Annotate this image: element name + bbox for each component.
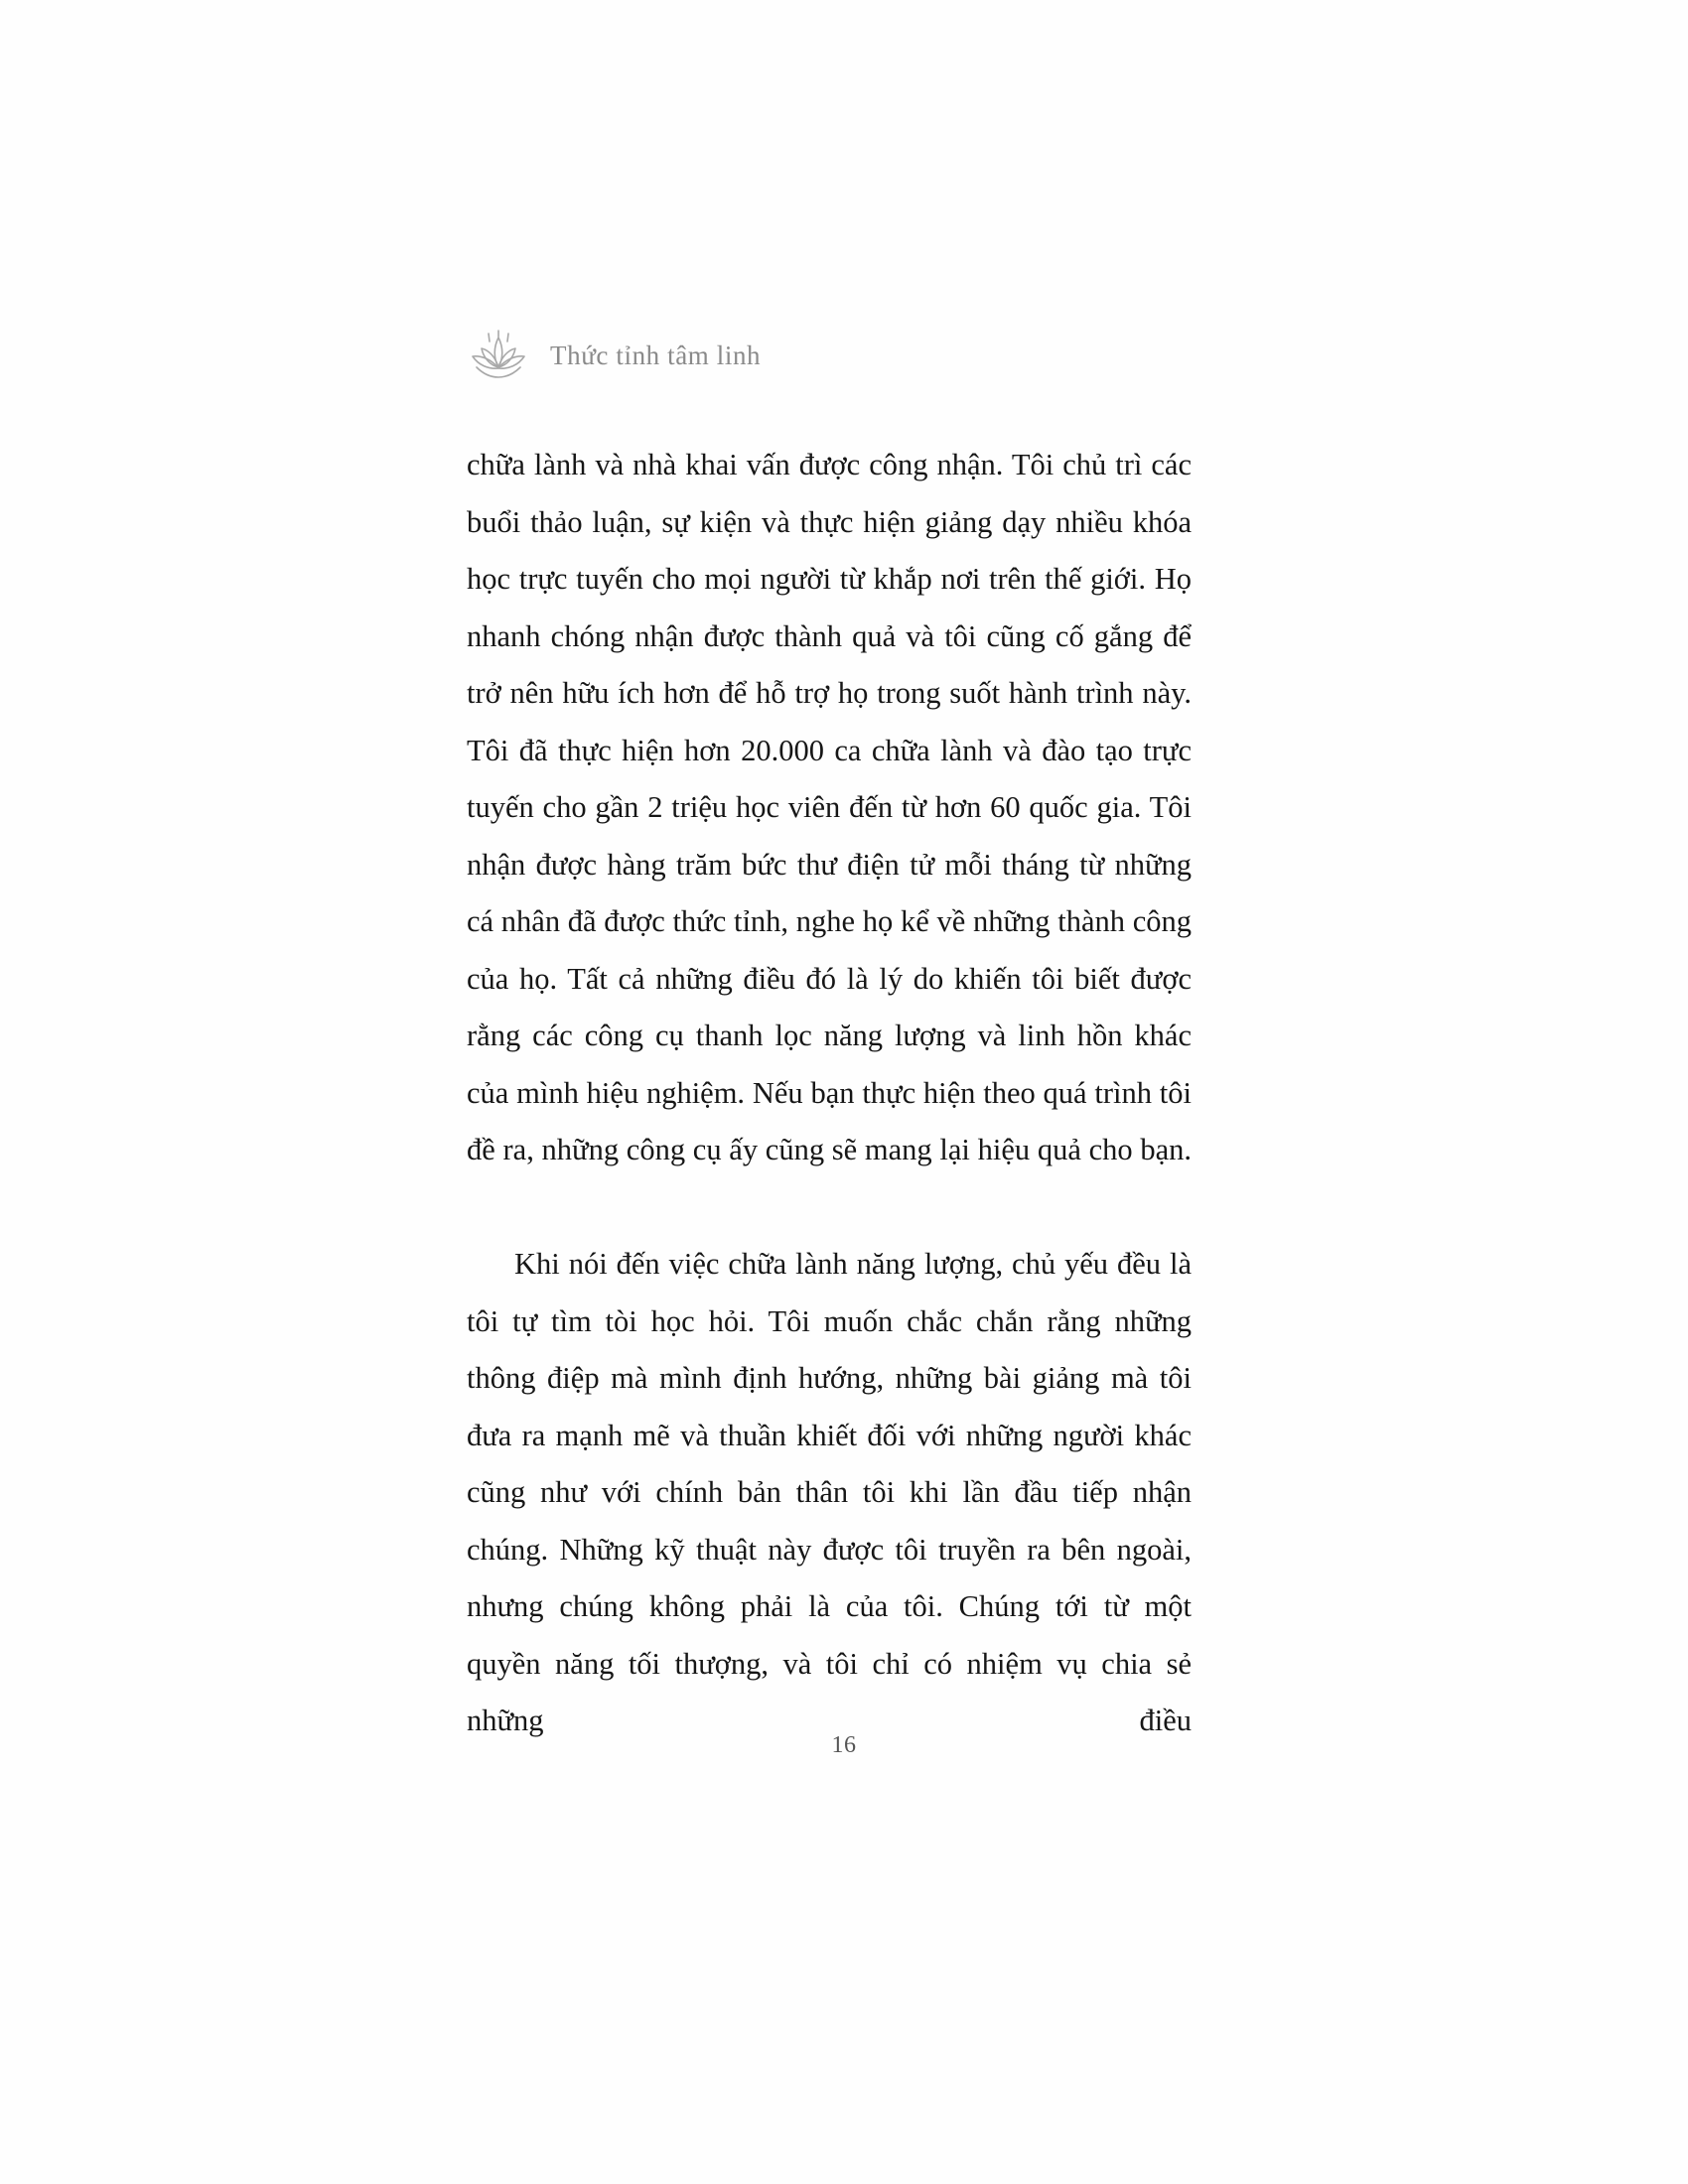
paragraph-1: chữa lành và nhà khai vấn được công nhận. Tôi chủ trì các buổi thảo luận, sự kiện và thực hiện giảng dạy nhiều khóa học trực tuyến cho mọi người từ khắp nơi trên thế giới. Họ nhanh chóng nhận được thành quả và tôi cũng cố gắng để trở nên hữu ích hơn để hỗ trợ họ trong suốt hành trình này. Tôi đã thực hiện hơn 20.000 ca chữa lành và đào tạo trực tuyến cho gần 2 triệu học viên đến từ hơn 60 quốc gia. Tôi nhận được hàng trăm bức thư điện tử mỗi tháng từ những cá nhân đã được thức tỉnh, nghe họ kể về những thành công của họ. Tất cả những điều đó là lý do khiến tôi biết được rằng các công cụ thanh lọc năng lượng và linh hồn khác của mình hiệu nghiệm. Nếu bạn thực hiện theo quá trình tôi đề ra, những công cụ ấy cũng sẽ mang lại hiệu quả cho bạn. xyxy=(467,448,1192,1166)
running-head xyxy=(467,328,761,383)
running-head-title: Thức tỉnh tâm linh xyxy=(550,340,762,370)
paragraph-2: Khi nói đến việc chữa lành năng lượng, chủ yếu đều là tôi tự tìm tòi học hỏi. Tôi muốn chắc chắn rằng những thông điệp mà mình định hướng, những bài giảng mà tôi đưa ra mạnh mẽ và thuần khiết đối với những người khác cũng như với chính bản thân tôi khi lần đầu tiếp nhận chúng. Những kỹ thuật này được tôi truyền ra bên ngoài, nhưng chúng không phải là của tôi. Chúng tới từ một quyền năng tối thượng, và tôi chỉ có nhiệm vụ chia sẻ những điều xyxy=(467,1247,1192,1737)
lotus-icon xyxy=(467,328,530,383)
body-text xyxy=(467,437,1192,1807)
page-number: 16 xyxy=(831,1732,857,1758)
